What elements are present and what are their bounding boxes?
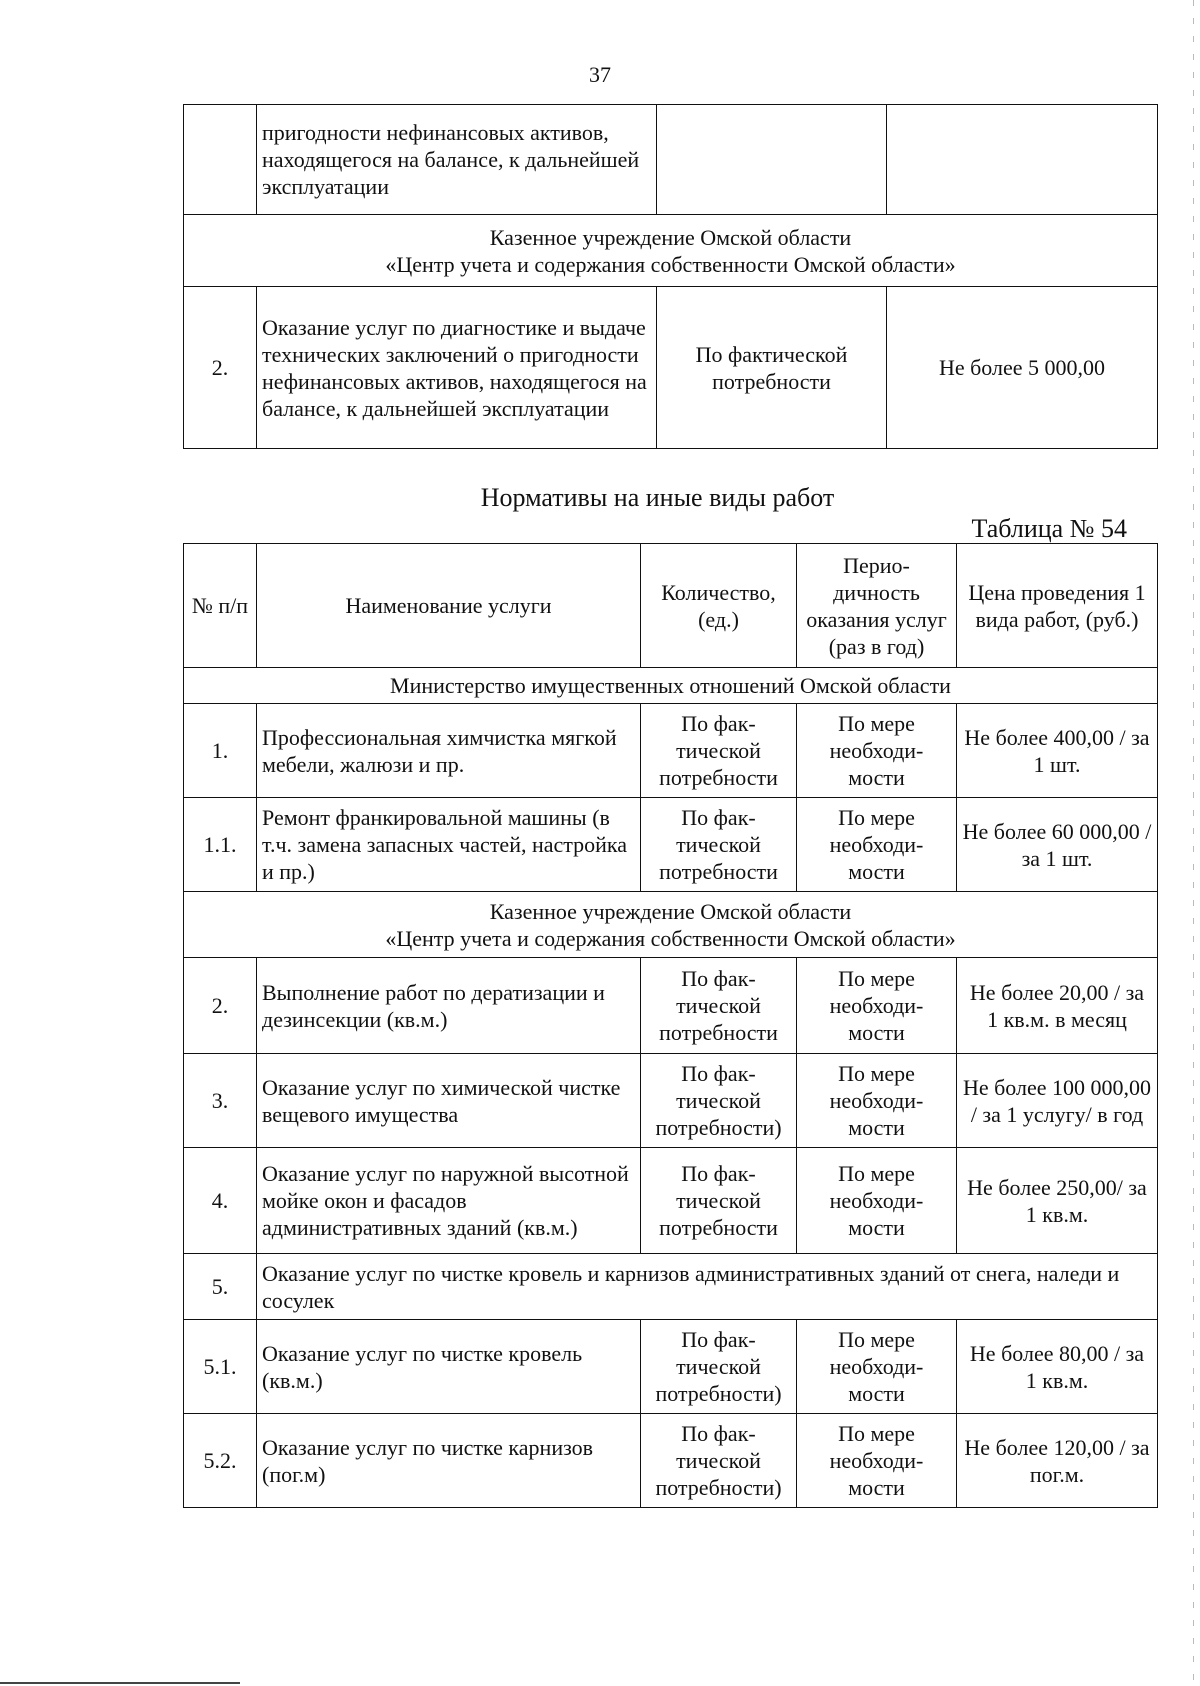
section-header-line: «Центр учета и содержания собственности Омской области» [385,925,956,951]
quantity: По фак-тической потребности [641,704,797,798]
price: Не более 20,00 / за 1 кв.м. в месяц [957,958,1158,1054]
table-header-row [184,544,1158,668]
table-row [184,1054,1158,1148]
service-name: Оказание услуг по чистке кровель (кв.м.) [257,1320,641,1414]
section-heading: Нормативы на иные виды работ [480,483,835,512]
periodicity: По мере необходи-мости [797,1148,957,1254]
quantity: По фак-тической потребности) [641,1414,797,1508]
price: Не более 5 000,00 [887,287,1158,449]
periodicity: По мере необходи-мости [797,958,957,1054]
periodicity: По мере необходи-мости [797,1320,957,1414]
service-name: Выполнение работ по дератизации и дезинсекции (кв.м.) [257,958,641,1054]
table-row [184,1148,1158,1254]
quantity [657,105,887,215]
service-name: Оказание услуг по диагностике и выдаче технических заключений о пригодности нефинансовых активов, находящегося на балансе, к дальнейшей эксплуатации [257,287,657,449]
row-number: 1.1. [184,798,257,892]
row-number: 5.2. [184,1414,257,1508]
price: Не более 120,00 / за пог.м. [957,1414,1158,1508]
continuation-table [183,104,1158,449]
table-row [184,1414,1158,1508]
section-header [184,215,1158,287]
price: Не более 80,00 / за 1 кв.м. [957,1320,1158,1414]
quantity: По фак-тической потребности) [641,1054,797,1148]
row-number: 3. [184,1054,257,1148]
quantity: По фак-тической потребности [641,958,797,1054]
price: Не более 400,00 / за 1 шт. [957,704,1158,798]
section-header-line: Казенное учреждение Омской области [489,224,852,250]
scan-edge-mark [1193,0,1194,1686]
table-row [184,1320,1158,1414]
row-number: 4. [184,1148,257,1254]
service-name: Оказание услуг по наружной высотной мойке окон и фасадов административных зданий (кв.м.) [257,1148,641,1254]
header-num: № п/п [184,544,257,668]
service-name: пригодности нефинансовых активов, находящегося на балансе, к дальнейшей эксплуатации [257,105,657,215]
price: Не более 60 000,00 / за 1 шт. [957,798,1158,892]
page-number: 37 [589,62,611,87]
footer-divider [0,1682,240,1684]
section-header: Министерство имущественных отношений Омской области [184,668,1158,704]
row-number: 1. [184,704,257,798]
quantity: По фактической потребности [657,287,887,449]
row-number: 5.1. [184,1320,257,1414]
header-name: Наименование услуги [257,544,641,668]
service-name: Оказание услуг по чистке кровель и карнизов административных зданий от снега, наледи и сосулек [257,1254,1158,1320]
service-name: Профессиональная химчистка мягкой мебели, жалюзи и пр. [257,704,641,798]
row-number [184,105,257,215]
price: Не более 100 000,00 / за 1 услугу/ в год [957,1054,1158,1148]
table-row [184,958,1158,1054]
header-qty: Количество, (ед.) [641,544,797,668]
quantity: По фак-тической потребности) [641,1320,797,1414]
header-price: Цена проведения 1 вида работ, (руб.) [957,544,1158,668]
row-number: 5. [184,1254,257,1320]
section-header-row [184,215,1158,287]
section-header-line: Казенное учреждение Омской области [489,898,852,924]
quantity: По фак-тической потребности [641,1148,797,1254]
periodicity: По мере необходи-мости [797,704,957,798]
table-row [184,105,1158,215]
norms-table [183,543,1158,1508]
table-row [184,287,1158,449]
service-name: Оказание услуг по химической чистке вещевого имущества [257,1054,641,1148]
table-row [184,798,1158,892]
periodicity: По мере необходи-мости [797,798,957,892]
price [887,105,1158,215]
periodicity: По мере необходи-мости [797,1414,957,1508]
table-number: Таблица № 54 [971,514,1127,543]
header-period: Перио-дичность оказания услуг (раз в год) [797,544,957,668]
section-header-row [184,668,1158,704]
price: Не более 250,00/ за 1 кв.м. [957,1148,1158,1254]
table-row [184,1254,1158,1320]
table-row [184,704,1158,798]
periodicity: По мере необходи-мости [797,1054,957,1148]
quantity: По фак-тической потребности [641,798,797,892]
section-header [184,892,1158,958]
section-header-line: «Центр учета и содержания собственности Омской области» [385,251,956,277]
service-name: Ремонт франкировальной машины (в т.ч. замена запасных частей, настройка и пр.) [257,798,641,892]
row-number: 2. [184,958,257,1054]
service-name: Оказание услуг по чистке карнизов (пог.м) [257,1414,641,1508]
row-number: 2. [184,287,257,449]
section-header-row [184,892,1158,958]
